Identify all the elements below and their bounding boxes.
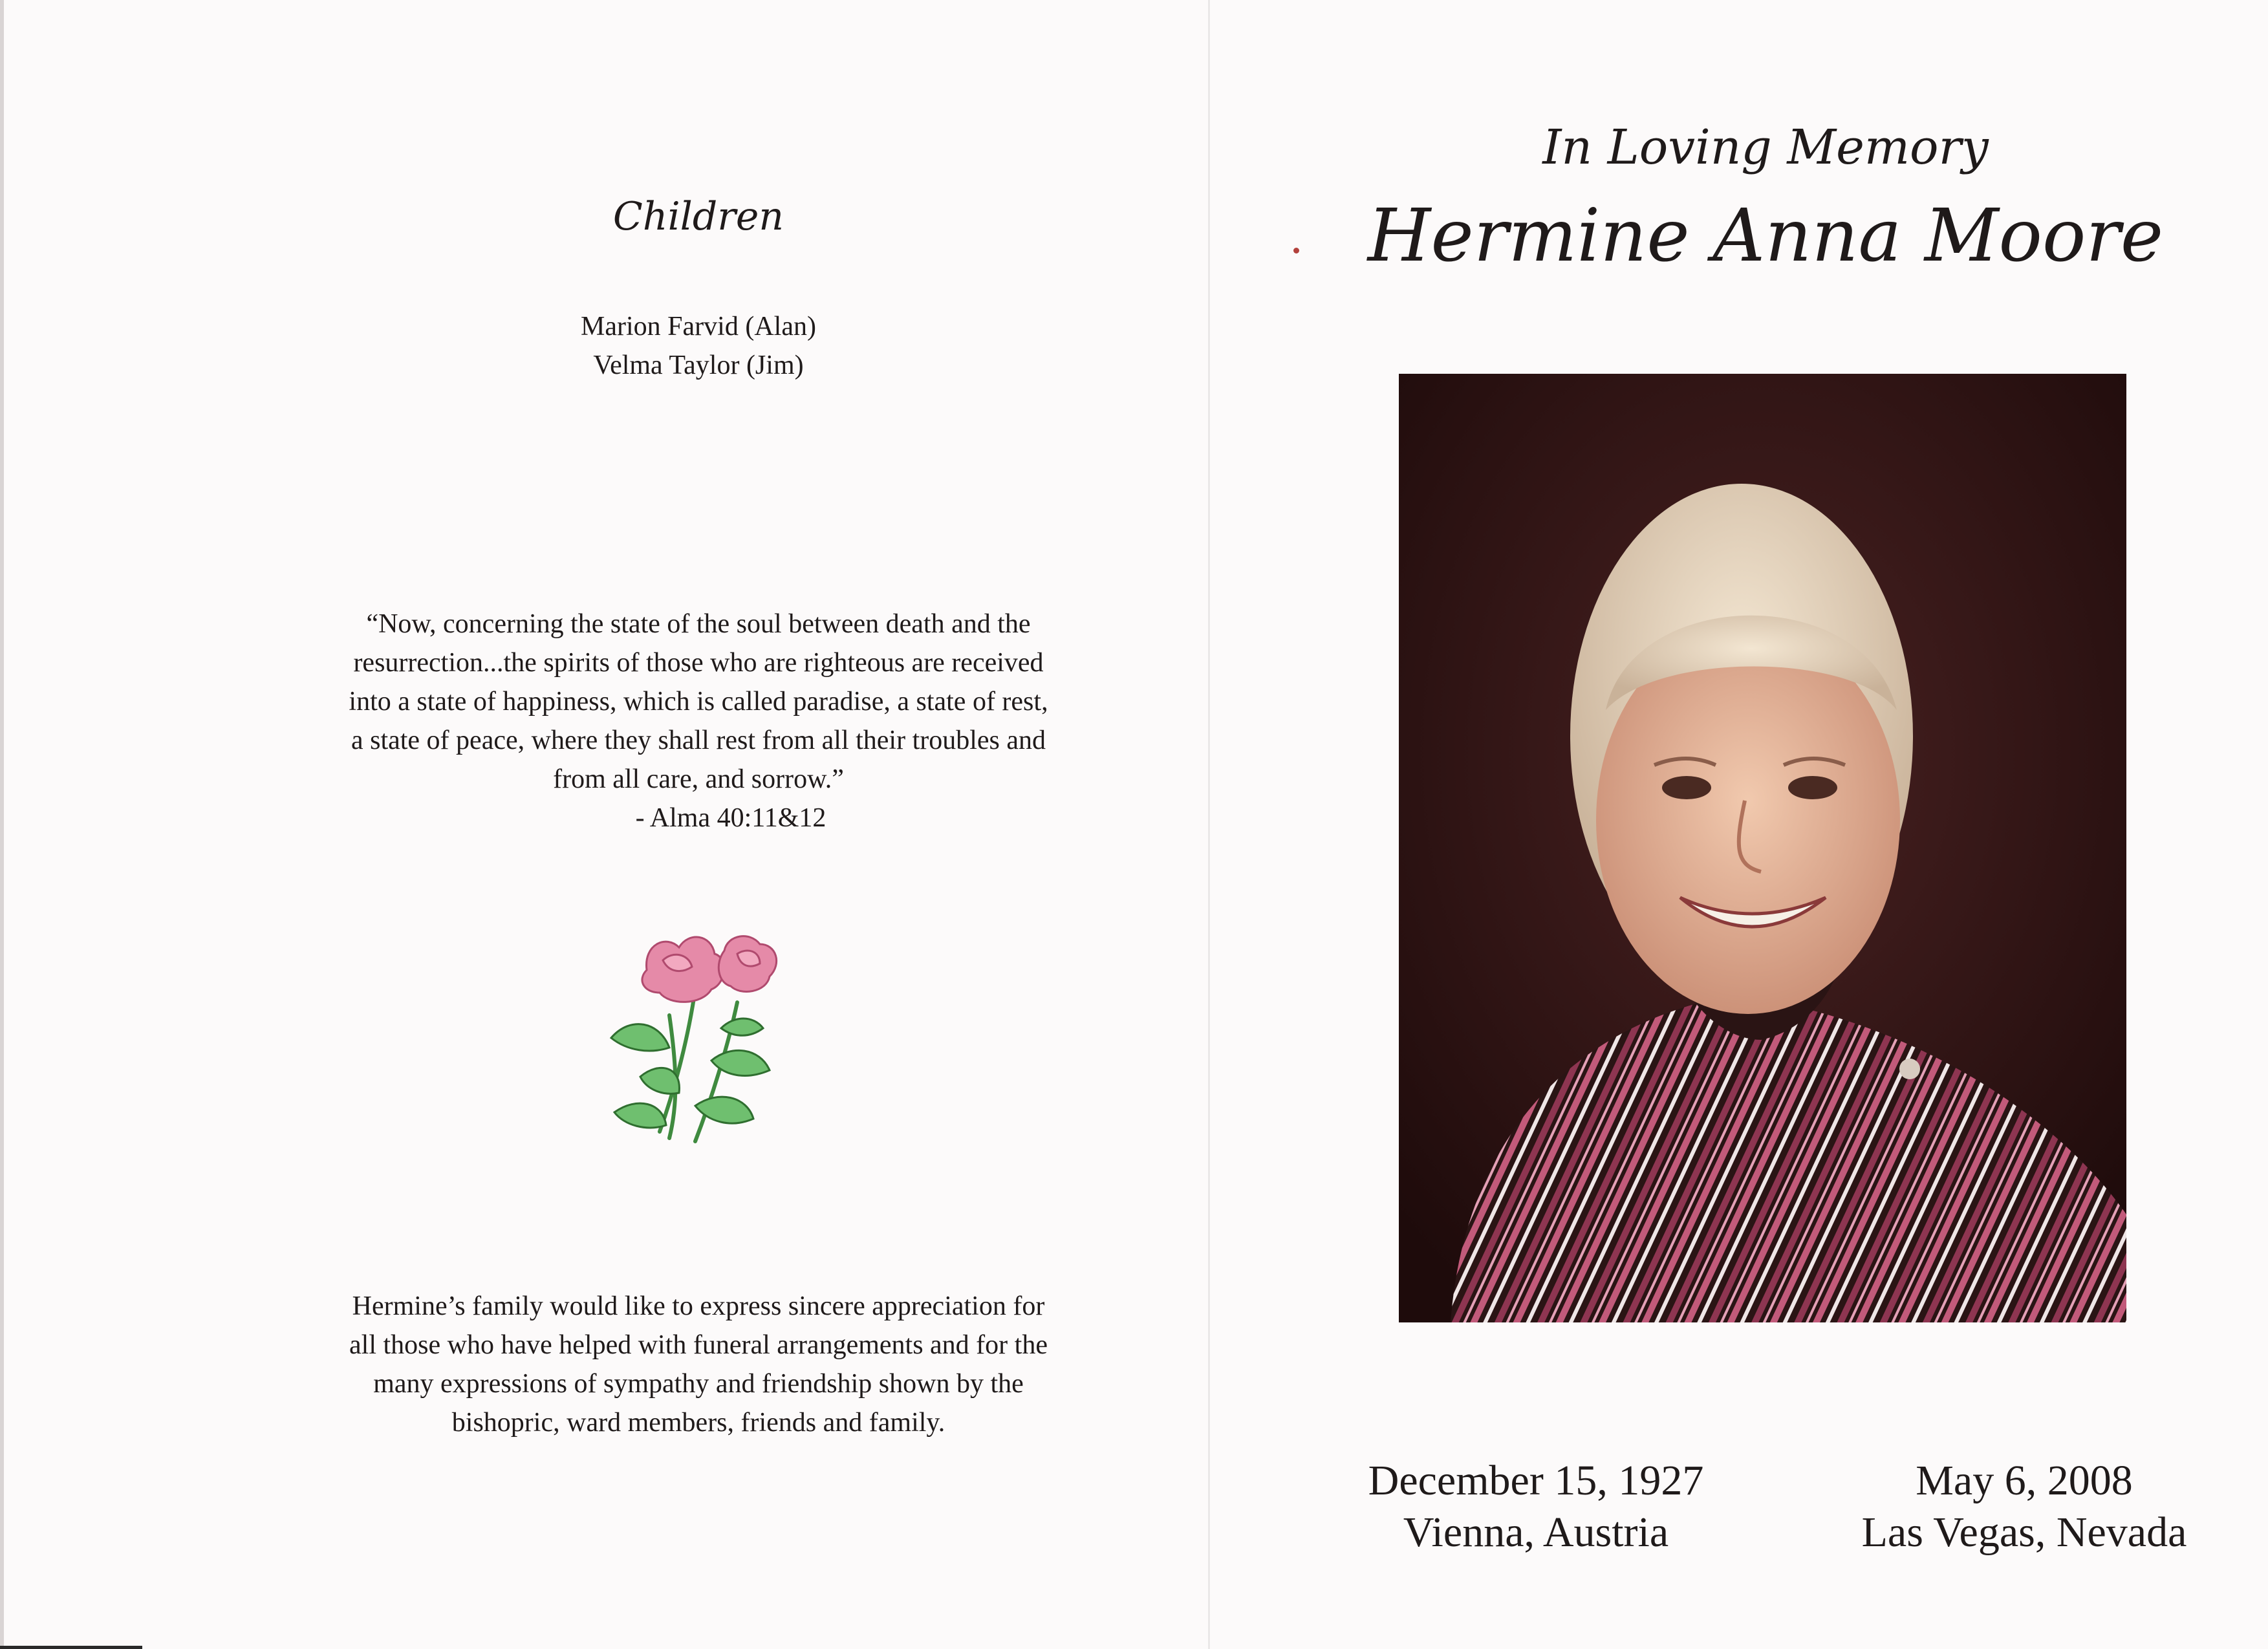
portrait-photo [1399, 374, 2126, 1322]
death-info [1791, 1455, 2257, 1558]
deceased-name: Hermine Anna Moore [1367, 194, 2164, 278]
children-list [388, 307, 1009, 385]
portrait-illustration [1399, 374, 2126, 1322]
child-name: Marion Farvid (Alan) [581, 312, 816, 341]
appreciation-line: many expressions of sympathy and friendship shown by the [373, 1369, 1024, 1399]
quote-reference: - Alma 40:11&12 [635, 803, 826, 833]
quote-line: from all care, and sorrow.” [553, 764, 844, 794]
in-loving-memory-title: In Loving Memory [1542, 120, 1989, 175]
quote-line: into a state of happiness, which is called paradise, a state of rest, [349, 687, 1048, 717]
death-place: Las Vegas, Nevada [1861, 1509, 2187, 1556]
appreciation-line: all those who have helped with funeral arrangements and for the [349, 1330, 1048, 1360]
death-date: May 6, 2008 [1916, 1457, 2133, 1504]
quote-line: a state of peace, where they shall rest from all their troubles and [351, 726, 1046, 755]
children-heading: Children [612, 194, 784, 239]
birth-info [1293, 1455, 1778, 1558]
appreciation-line: bishopric, ward members, friends and family. [451, 1408, 945, 1438]
scan-edge-bottom [0, 1646, 142, 1649]
birth-place: Vienna, Austria [1403, 1509, 1669, 1556]
scan-edge [0, 0, 4, 1649]
scripture-quote [246, 605, 1151, 837]
appreciation-line: Hermine’s family would like to express sincere appreciation for [352, 1291, 1045, 1321]
appreciation-message [246, 1287, 1151, 1442]
quote-line: “Now, concerning the state of the soul between death and the [366, 609, 1031, 639]
pink-peony-flower-icon [598, 918, 805, 1151]
quote-line: resurrection...the spirits of those who are righteous are received [353, 648, 1044, 678]
center-fold [1208, 0, 1210, 1649]
birth-date: December 15, 1927 [1368, 1457, 1704, 1504]
child-name: Velma Taylor (Jim) [593, 350, 804, 380]
